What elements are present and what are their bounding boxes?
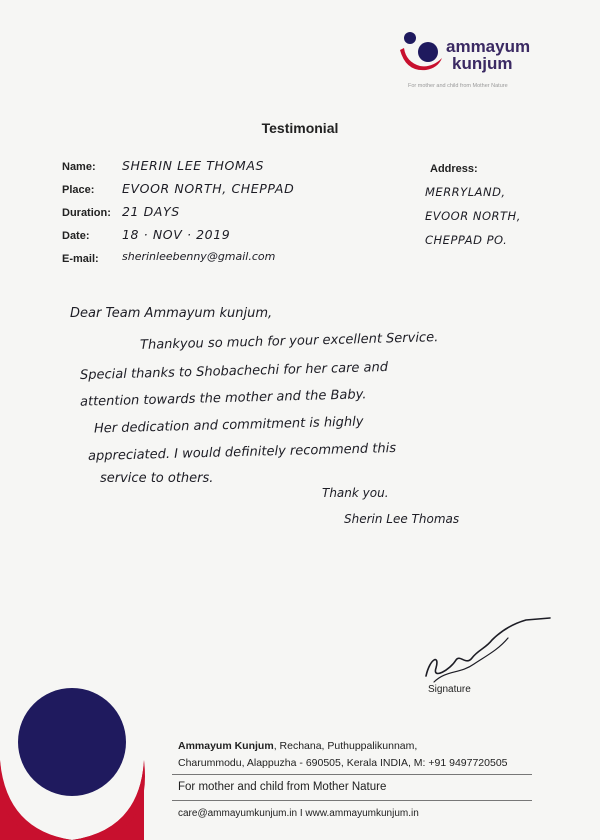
letter-line-2: Special thanks to Shobachechi for her care and — [79, 359, 389, 384]
footer-address-line-2: Charummodu, Alappuzha - 690505, Kerala INDIA, M: +91 9497720505 — [178, 757, 508, 769]
name-value: SHERIN LEE THOMAS — [122, 158, 265, 173]
letter-line-3: attention towards the mother and the Baby. — [79, 387, 367, 410]
brand-logo-icon — [398, 28, 444, 74]
footer-logo-icon — [0, 680, 160, 840]
place-label: Place: — [62, 184, 95, 196]
duration-label: Duration: — [62, 207, 111, 219]
footer-address-line-1: , Rechana, Puthuppalikunnam, — [273, 740, 418, 752]
letter-closing: Thank you. — [322, 486, 389, 500]
footer-divider-top — [172, 774, 532, 775]
address-line-3: CHEPPAD PO. — [425, 233, 508, 247]
footer-company-line — [178, 740, 417, 752]
duration-value: 21 DAYS — [122, 204, 180, 219]
date-value: 18 · NOV · 2019 — [122, 227, 231, 242]
address-line-2: EVOOR NORTH, — [425, 209, 521, 223]
brand-name — [446, 38, 530, 72]
letter-line-6: service to others. — [100, 471, 214, 486]
place-value: EVOOR NORTH, CHEPPAD — [122, 181, 295, 196]
letter-signed-name: Sherin Lee Thomas — [344, 512, 460, 526]
page-title: Testimonial — [261, 120, 339, 136]
email-label: E-mail: — [62, 253, 99, 265]
brand-name-line2: kunjum — [452, 54, 513, 73]
footer-divider-bottom — [172, 800, 532, 801]
signature-label: Signature — [428, 684, 471, 695]
footer-tagline: For mother and child from Mother Nature — [178, 781, 387, 793]
address-line-1: MERRYLAND, — [425, 185, 506, 199]
brand-tagline: For mother and child from Mother Nature — [408, 83, 508, 89]
brand-name-line1: ammayum — [446, 37, 531, 56]
email-value: sherinleebenny@gmail.com — [122, 250, 276, 263]
name-label: Name: — [62, 161, 96, 173]
date-label: Date: — [62, 230, 90, 242]
letter-salutation: Dear Team Ammayum kunjum, — [70, 306, 273, 321]
footer-contact: care@ammayumkunjum.in I www.ammayumkunjum.in — [178, 808, 419, 819]
letter-line-1: Thankyou so much for your excellent Service. — [139, 330, 439, 353]
letter-line-4: Her dedication and commitment is highly — [93, 414, 364, 437]
brand-logo — [398, 26, 568, 96]
address-label: Address: — [430, 163, 478, 175]
signature-mark — [416, 610, 566, 690]
letter-line-5: appreciated. I would definitely recommend this — [87, 440, 397, 465]
footer-company-name: Ammayum Kunjum — [178, 740, 274, 752]
